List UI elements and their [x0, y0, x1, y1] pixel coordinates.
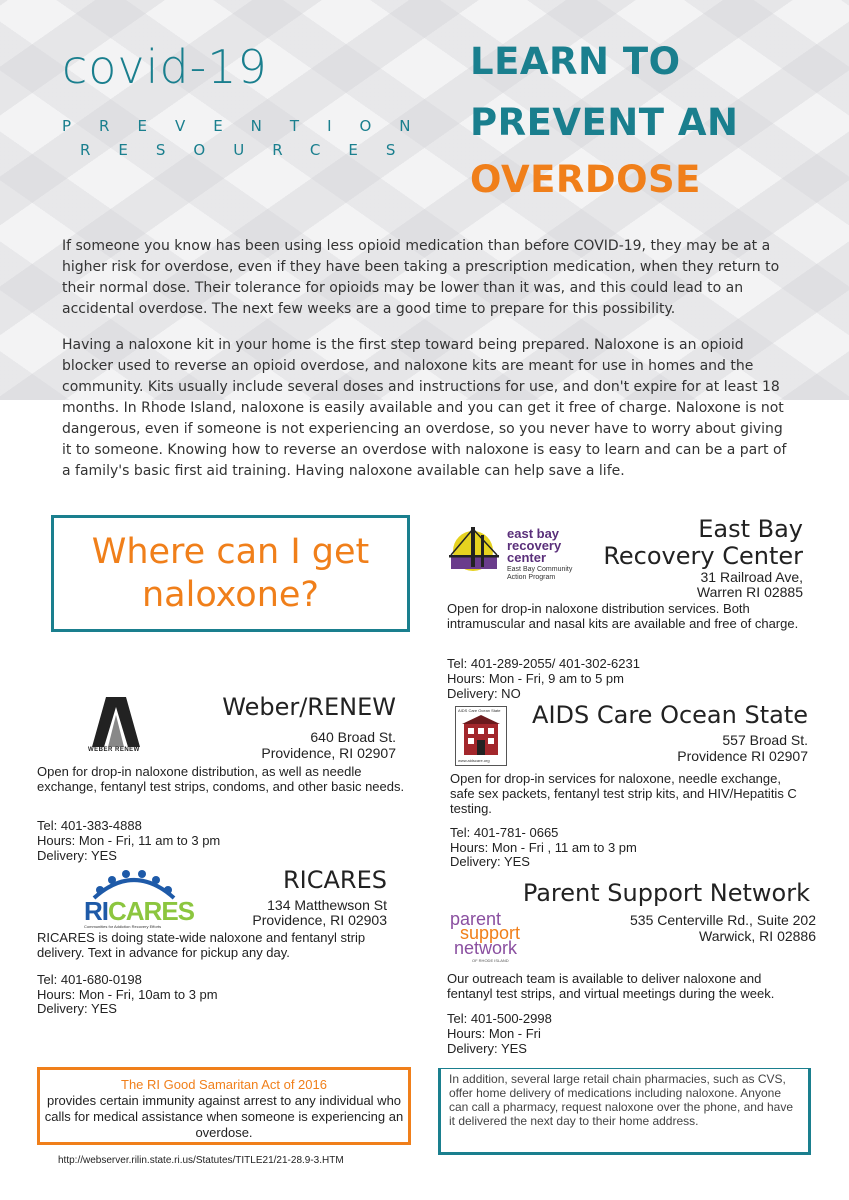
psn-logo-text-2: support	[460, 923, 521, 943]
aids-delivery: Delivery: YES	[450, 854, 530, 869]
ricares-hours: Hours: Mon - Fri, 10am to 3 pm	[37, 987, 218, 1002]
aids-care-logo	[455, 706, 507, 766]
psn-logo-text-1: parent	[450, 909, 502, 929]
psn-description: Our outreach team is available to deliver naloxone and fentanyl test strips, and virtual meetings during the week.	[447, 971, 775, 1001]
eastbay-name-line-2: Recovery Center	[603, 542, 803, 570]
ricares-logo-sub: Communities for Addiction Recovery Efforts	[84, 924, 162, 929]
samaritan-title: The RI Good Samaritan Act of 2016	[121, 1077, 327, 1092]
psn-address-2: Warwick, RI 02886	[699, 928, 816, 944]
weber-description: Open for drop-in naloxone distribution, as well as needle exchange, fentanyl test strips, condoms, and other basic needs.	[37, 764, 405, 794]
psn-hours: Hours: Mon - Fri	[447, 1026, 541, 1041]
psn-logo-sub: OF RHODE ISLAND	[472, 958, 509, 963]
eastbay-description: Open for drop-in naloxone distribution services. Both intramuscular and nasal kits are available and free of charge.	[447, 601, 799, 631]
eastbay-logo-sub-1: East Bay Community	[507, 566, 573, 573]
aids-logo-bottom-text: www.aidscare.org	[458, 758, 490, 763]
eastbay-address-1: 31 Railroad Ave,	[700, 569, 803, 585]
where-heading: Where can I get naloxone?	[91, 531, 370, 615]
weber-logo-text: WEBER RENEW	[88, 747, 140, 753]
samaritan-url-link[interactable]: http://webserver.rilin.state.ri.us/Statutes/TITLE21/21-28.9-3.HTM	[58, 1155, 344, 1166]
eastbay-name-line-1: East Bay	[698, 515, 803, 543]
aids-address-1: 557 Broad St.	[722, 732, 808, 748]
ricares-description: RICARES is doing state-wide naloxone and fentanyl strip delivery. Text in advance for pickup any day.	[37, 930, 366, 960]
weber-mark-icon	[88, 693, 144, 749]
covid-title: covid-19	[62, 40, 268, 94]
psn-tel: Tel: 401-500-2998	[447, 1011, 552, 1026]
aids-address-2: Providence RI 02907	[677, 748, 808, 764]
subtitle-resources: RESOURCES	[80, 141, 424, 159]
aids-hours: Hours: Mon - Fri , 11 am to 3 pm	[450, 840, 637, 855]
weber-tel: Tel: 401-383-4888	[37, 818, 142, 833]
eastbay-address-2: Warren RI 02885	[696, 584, 803, 600]
eastbay-logo	[447, 521, 589, 585]
where-heading-box	[51, 515, 410, 632]
weber-hours: Hours: Mon - Fri, 11 am to 3 pm	[37, 833, 221, 848]
aids-logo-top-text: AIDS Care Ocean State	[458, 708, 501, 713]
pharmacy-note: In addition, several large retail chain pharmacies, such as CVS, offer home delivery of medications including naloxone. Anyone can call a pharmacy, request naloxone over the phone, and have it delivered the next day to their home address.	[438, 1068, 811, 1155]
eastbay-hours: Hours: Mon - Fri, 9 am to 5 pm	[447, 671, 624, 686]
eastbay-tel: Tel: 401-289-2055/ 401-302-6231	[447, 656, 640, 671]
eastbay-logo-text-1: east bay	[507, 526, 560, 541]
psn-logo	[450, 909, 550, 968]
intro-paragraph-2: Having a naloxone kit in your home is the first step toward being prepared. Naloxone is an opioid blocker used to reverse an opioid overdose, and naloxone kits are meant for use in homes and the community. Kits usually include several doses and instructions for use, and don't expire for at least 18 months. In Rhode Island, naloxone is easily available and you can get it free of charge. Naloxone is not dangerous, even if someone is not experiencing an overdose, so you never have to worry about giving it to someone. Knowing how to reverse an overdose with naloxone is easy to learn and can be a part of a family's basic first aid training. Having naloxone available can help save a life.	[62, 337, 787, 479]
samaritan-box	[37, 1067, 411, 1145]
ricares-logo-cares: CARES	[108, 896, 195, 926]
weber-address-1: 640 Broad St.	[310, 729, 396, 745]
headline-line-3: OVERDOSE	[470, 158, 701, 201]
headline-line-2: PREVENT AN	[470, 101, 739, 144]
intro-paragraph-1: If someone you know has been using less opioid medication than before COVID-19, they may be at a higher risk for overdose, even if they have been taking a prescription medication, when they return to their normal dose. Their tolerance for opioids may be lower than it was, and this could lead to an accidental overdose. The next few weeks are a good time to prepare for this possibility.	[62, 238, 780, 317]
psn-logo-text-3: network	[454, 938, 518, 958]
eastbay-logo-text-2: recovery	[507, 538, 562, 553]
aids-tel: Tel: 401-781- 0665	[450, 825, 559, 840]
ricares-logo-ri: RI	[84, 896, 108, 926]
weber-delivery: Delivery: YES	[37, 848, 117, 863]
subtitle-prevention: PREVENTION	[62, 117, 439, 135]
eastbay-delivery: Delivery: NO	[447, 686, 521, 701]
building-icon	[462, 715, 500, 755]
ricares-delivery: Delivery: YES	[37, 1001, 117, 1016]
weber-name: Weber/RENEW	[222, 693, 396, 721]
ricares-tel: Tel: 401-680-0198	[37, 972, 142, 987]
eastbay-logo-sub-2: Action Program	[507, 574, 556, 581]
ricares-address-1: 134 Matthewson St	[267, 897, 387, 913]
eastbay-logo-text-3: center	[507, 550, 547, 565]
psn-name: Parent Support Network	[522, 879, 810, 907]
ricares-name: RICARES	[282, 866, 387, 894]
psn-delivery: Delivery: YES	[447, 1041, 527, 1056]
ricares-address-2: Providence, RI 02903	[252, 912, 387, 928]
ricares-logo	[84, 868, 195, 930]
samaritan-body: provides certain immunity against arrest to any individual who calls for medical assistance when someone is experiencing an overdose.	[44, 1093, 404, 1140]
aids-description: Open for drop-in services for naloxone, needle exchange, safe sex packets, fentanyl test strip kits, and HIV/Hepatitis C testing.	[450, 771, 797, 816]
headline-line-1: LEARN TO	[470, 40, 681, 83]
weber-address-2: Providence, RI 02907	[261, 745, 396, 761]
psn-address-1: 535 Centerville Rd., Suite 202	[630, 912, 816, 928]
aids-name: AIDS Care Ocean State	[532, 701, 808, 729]
